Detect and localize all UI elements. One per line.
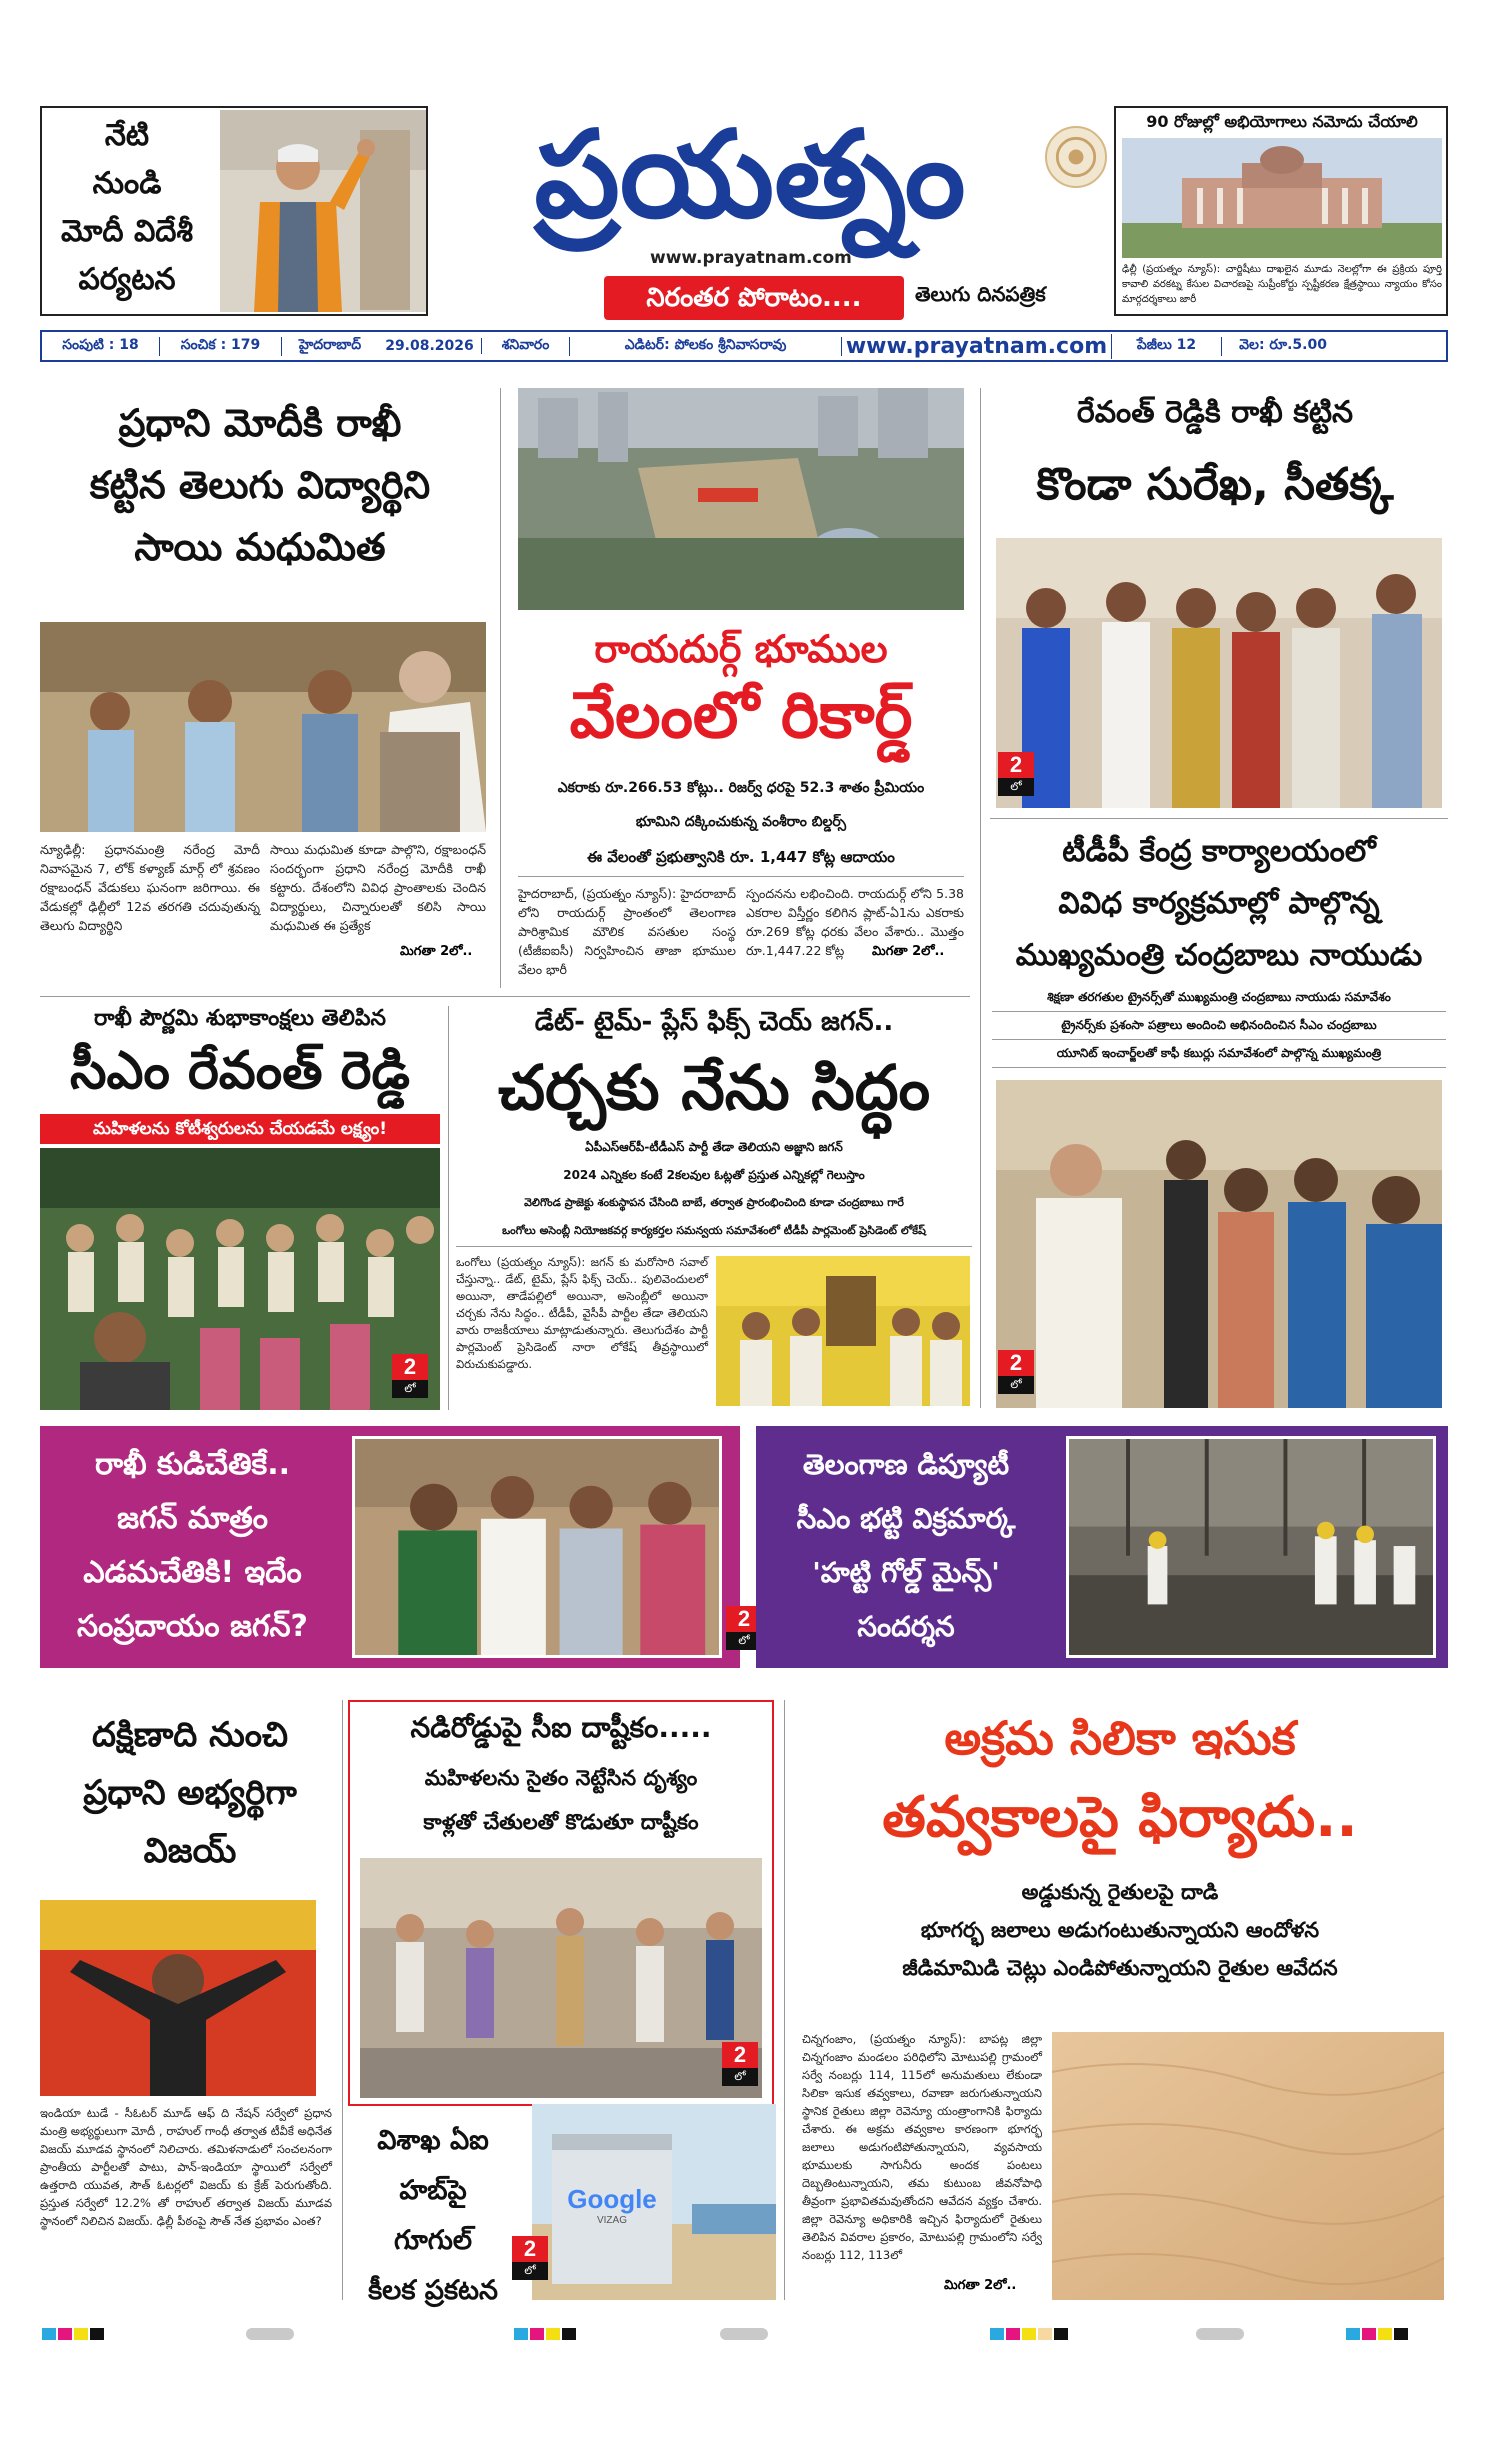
debate-sub2: 2024 ఎన్నికల కంటే 2కలవుల ఓట్లతో ప్రస్తుత ఎన్నికల్లో గెలుస్తాం [563, 1168, 865, 1182]
logo-text: ప్రయత్నం [534, 106, 966, 245]
rayadurg-headline: వేలంలో రికార్డ్ [569, 679, 913, 753]
silica-more[interactable]: మిగతా 2లో.. [944, 2278, 1017, 2293]
registration-marks [990, 2328, 1068, 2340]
emblem-icon [1045, 126, 1107, 188]
registration-marks [1346, 2328, 1408, 2340]
masthead-website[interactable]: www.prayatnam.com [650, 248, 852, 268]
rayadurg-col1: హైదరాబాద్, (ప్రయత్నం న్యూస్): హైదరాబాద్ లోని రాయదుర్గ్ ప్రాంతంలో తెలంగాణ పారిశ్రామిక మౌలిక వసతుల సంస్థ (టీజీఐఐసీ) నిర్వహించిన తాజా భూముల వేలం భారీ [518, 886, 736, 977]
tdp-bullet-3: యూనిట్ ఇంచార్జ్‌లతో కాఫీ కబుర్లు సమావేశంలో పాల్గొన్న ముఖ్యమంత్రి [992, 1046, 1446, 1068]
date: 29.08.2026 [378, 338, 482, 354]
google-vizag-photo [532, 2104, 776, 2300]
debate-sub4: ఒంగోలు అసెంబ్లీ నియోజకవర్గ కార్యకర్తల సమన్వయ సమావేశంలో టీడీపీ పార్లమెంట్ ప్రెసిడెంట్ లోకేష్ [502, 1224, 926, 1237]
modi-waving-photo [220, 110, 426, 312]
rayadurg-sub3: ఈ వేలంతో ప్రభుత్వానికి రూ. 1,447 కోట్ల ఆదాయం [587, 848, 895, 866]
divider [784, 1700, 785, 2300]
divider [448, 1006, 449, 1410]
jagan-rakhi-photo [352, 1436, 722, 1658]
divider [980, 388, 981, 1408]
badge-2lo-icon[interactable]: 2 లో [392, 1354, 428, 1398]
cm-revanth-headline: సీఎం రేవంత్ రెడ్డి [70, 1041, 410, 1101]
silica-headline: తవ్వకాలపై ఫిర్యాదు.. [882, 1785, 1358, 1850]
badge-2lo-icon[interactable]: 2 లో [512, 2236, 548, 2280]
debate-sub3: వెలిగొండ ప్రాజెక్టు శంకుస్థాపన చేసింది బాబే, తర్వాత ప్రారంభించింది కూడా చంద్రబాబు గారే [524, 1196, 904, 1209]
google-text: విశాఖ ఏఐ హబ్‌పై గూగుల్ కీలక ప్రకటన [368, 2125, 498, 2306]
info-website[interactable]: www.prayatnam.com [842, 334, 1112, 359]
tdp-bullet-2: ట్రైనర్స్‌కు ప్రశంసా పత్రాలు అందించి అభినందించిన సీఎం చంద్రబాబు [992, 1018, 1446, 1040]
chandrababu-rakhi-photo [996, 1080, 1442, 1408]
divider [518, 876, 964, 877]
google-sign [562, 2184, 662, 2226]
vijay-body: ఇండియా టుడే - సీఓటర్ మూడ్ ఆఫ్ ది నేషన్ సర్వేలో ప్రధాన మంత్రి అభ్యర్థులుగా మోదీ , రాహుల్ గాంధీ తర్వాత టీవీకే అధినేత విజయ్ మూడవ స్థానంలో నిలిచారు. తమిళనాడులో సంచలనంగా ప్రాంతీయ పార్టీలతో పాటు, పాన్-ఇండియా స్థాయిలో సర్వేలో ఉత్తరాది యువత, సౌత్ ఓటర్లలో విజయ్ కు క్రేజ్ పెరుగుతోంది. ప్రస్తుత సర్వేలో 12.2% తో రాహుల్ తర్వాత విజయ్ మూడవ స్థానంలో నిలిచిన విజయ్. ఢిల్లీ పీఠంపై సౌత్ నేత ప్రభావం ఎంత? [40, 2106, 332, 2228]
modi-students-photo [40, 622, 486, 832]
badge-2lo-icon[interactable]: 2 లో [998, 1350, 1034, 1394]
badge-2lo-icon[interactable]: 2 లో [722, 2042, 758, 2086]
revanth-rakhi-headline: కొండా సురేఖ, సీతక్క [1036, 459, 1394, 510]
silica-sub1: అడ్డుకున్న రైతులపై దాడి [1021, 1880, 1219, 1904]
sand-photo [1052, 2032, 1444, 2300]
ci-assault-photo [360, 1858, 762, 2098]
rayadurg-more[interactable]: మిగతా 2లో.. [872, 944, 945, 959]
revanth-family-photo [996, 538, 1442, 808]
rayadurg-col2: స్పందనను లభించింది. రాయదుర్గ్ లోని 5.38 ఎకరాల విస్తీర్ణం కలిగిన ప్లాట్-ఏ1ను ఎకరాకు రూ.269 కోట్ల ధరకు వేలం వేశారు.. మొత్తం రూ.1,447.22 కోట్ల [746, 886, 964, 958]
rayadurg-kicker: రాయదుర్గ్ భూముల [594, 627, 888, 671]
modi-rakhi-col2: సాయి మధుమిత కూడా పాల్గొని, రక్షాబంధన్ సందర్భంగా ప్రధాని నరేంద్ర మోదీకి రాఖీ కట్టారు. దేశంలోని వివిధ ప్రాంతాలకు చెందిన విద్యార్థులు, చిన్నారులతో కలిసి సాయి మధుమిత ఈ ప్రత్యేక [270, 842, 486, 933]
vijay-photo [40, 1900, 316, 2096]
badge-2lo-icon[interactable]: 2 లో [726, 1606, 762, 1650]
left-ear-box [40, 106, 428, 316]
left-ear-text: నేటి నుండి మోదీ విదేశీ పర్యటన [60, 118, 193, 297]
jagan-rakhi-band [40, 1426, 751, 1668]
silica-body: చిన్నగంజాం, (ప్రయత్నం న్యూస్): బాపట్ల జిల్లా చిన్నగంజాం మండలం పరిధిలోని మోటుపల్లి గ్రామంలో సర్వే నంబర్లు 114, 115లో అనుమతులు లేకుండా సిలికా ఇసుక తవ్వకాలు, రవాణా జరుగుతున్నాయని స్థానిక రైతులు జిల్లా రెవెన్యూ యంత్రాంగానికి ఫిర్యాదు చేశారు. ఈ అక్రమ తవ్వకాల కారణంగా భూగర్భ జలాలు అడుగంటిపోతున్నాయని, వ్యవసాయ భూములకు సాగునీరు అందక పంటలు దెబ్బతింటున్నాయని, తమ కుటుంబ జీవనోపాధి తీవ్రంగా ప్రభావితమవుతోందని ఆవేదన వ్యక్తం చేశారు. జిల్లా రెవెన్యూ అధికారికి ఇచ్చిన ఫిర్యాదులో రైతులు తెలిపిన వివరాల ప్రకారం, మోటుపల్లి గ్రామంలోని సర్వే నంబర్లు 112, 113లో [802, 2032, 1042, 2262]
pages: పేజీలు 12 [1112, 337, 1222, 356]
revanth-rakhi-kicker: రేవంత్ రెడ్డికి రాఖీ కట్టిన [1076, 395, 1354, 430]
divider [500, 388, 501, 988]
tdp-headline: టీడీపీ కేంద్ర కార్యాలయంలో వివిధ కార్యక్రమాల్లో పాల్గొన్న ముఖ్యమంత్రి చంద్రబాబు నాయుడు [1015, 834, 1423, 973]
right-ear-box [1114, 106, 1448, 316]
divider [990, 818, 1448, 819]
right-ear-headline: 90 రోజుల్లో అభియోగాలు నమోదు చేయాలి [1146, 112, 1418, 131]
nadiroad-sub1: మహిళలను సైతం నెట్టేసిన దృశ్యం [424, 1766, 698, 1790]
jagan-rakhi-text: రాఖీ కుడిచేతికే.. జగన్ మాత్రం ఎడమచేతికి! ఇదేం సంప్రదాయం జగన్? [77, 1447, 308, 1644]
tdp-bullet-1: శిక్షణా తరగతుల ట్రైనర్స్‌తో ముఖ్యమంత్రి చంద్రబాబు నాయుడు సమావేశం [992, 990, 1446, 1012]
paper-type: తెలుగు దినపత్రిక [915, 282, 1046, 306]
silica-sub2: భూగర్భ జలాలు అడుగంటుతున్నాయని ఆందోళన [920, 1918, 1320, 1942]
day: శనివారం [482, 337, 570, 356]
price: వెల: రూ.5.00 [1239, 336, 1327, 353]
divider [40, 996, 970, 997]
info-bar [40, 330, 1448, 362]
gold-mines-photo [1066, 1436, 1436, 1658]
modi-rakhi-more[interactable]: మిగతా 2లో.. [400, 944, 473, 959]
nadiroad-sub2: కాళ్లతో చేతులతో కొడుతూ దాష్టీకం [423, 1810, 699, 1834]
silica-sub3: జీడిమామిడి చెట్లు ఎండిపోతున్నాయని రైతుల ఆవేదన [902, 1956, 1338, 1980]
debate-body: ఒంగోలు (ప్రయత్నం న్యూస్): జగన్ కు మరోసారి సవాల్ చేస్తున్నా.. డేట్, టైమ్, ప్లేస్ ఫిక్స్ చెయ్.. పులివెందులలో అయినా, తాడేపల్లిలో అయినా, అసెంబ్లీలో అయినా చర్చకు నేను సిద్ధం.. టీడీపీ, వైసీపీ పార్టీల తేడా తెలియని వారు రాజకీయాలు మాట్లాడుతున్నారు. తెలుగుదేశం పార్టీ పార్లమెంట్ ప్రెసిడెంట్ నారా లోకేష్ తీవ్రస్థాయిలో విరుచుకుపడ్డారు. [456, 1255, 708, 1371]
cm-revanth-kicker: రాఖీ పౌర్ణమి శుభాకాంక్షలు తెలిపిన [93, 1006, 387, 1031]
revanth-women-photo [40, 1148, 440, 1410]
registration-marks [246, 2328, 294, 2340]
vijay-headline: దక్షిణాది నుంచి ప్రధాని అభ్యర్థిగా విజయ్ [83, 1715, 297, 1871]
silica-kicker: అక్రమ సిలికా ఇసుక [944, 1711, 1296, 1765]
nadiroad-box [348, 1700, 774, 2106]
registration-marks [720, 2328, 768, 2340]
google-sign-place: VIZAG [596, 2215, 627, 2226]
nadiroad-headline: నడిరోడ్డుపై సీఐ దాష్టీకం..... [410, 1711, 712, 1744]
cm-revanth-tag: మహిళలను కోటీశ్వరులను చేయడమే లక్ష్యం! [40, 1114, 440, 1144]
rayadurg-sub1: ఎకరాకు రూ.266.53 కోట్లు.. రిజర్వ్ ధరపై 52.3 శాతం ప్రీమియం [557, 780, 925, 796]
modi-rakhi-headline: ప్రధాని మోదీకి రాఖీ కట్టిన తెలుగు విద్యార్థిని సాయి మధుమిత [89, 401, 431, 569]
issue: సంచిక : 179 [160, 337, 282, 356]
editor: ఎడిటర్: పోలకం శ్రీనివాసరావు [570, 337, 842, 356]
registration-marks [1196, 2328, 1244, 2340]
debate-sub1: ఏపీఎస్ఆర్‌పీ-టీడీఎస్ పార్టీ తేడా తెలియని అజ్ఞాని జగన్ [585, 1140, 843, 1154]
bhatti-text: తెలంగాణ డిప్యూటీ సీఎం భట్టి విక్రమార్క 'హట్టి గోల్డ్ మైన్స్' సందర్శన [796, 1448, 1016, 1643]
modi-rakhi-col1: న్యూఢిల్లీ: ప్రధానమంత్రి నరేంద్ర మోదీ నివాసమైన 7, లోక్ కళ్యాణ్ మార్గ్ లో శ్రవణం రక్షాబంధన్ వేడుకలు ఘనంగా జరిగాయి. ఈ వేడుకల్లో ఢిల్లీలో 12వ తరగతి చదువుతున్న తెలుగు విద్యార్థిని [40, 842, 260, 933]
slogan-text: నిరంతర పోరాటం.... [646, 283, 862, 313]
volume: సంపుటి : 18 [42, 337, 160, 356]
supreme-court-photo [1122, 138, 1442, 258]
divider [456, 1246, 972, 1247]
debate-headline: చర్చకు నేను సిద్ధం [497, 1051, 931, 1124]
city: హైదరాబాద్ [298, 336, 362, 353]
bhatti-band [756, 1426, 1448, 1668]
rayadurg-aerial-photo [518, 388, 964, 610]
lokesh-meeting-photo [716, 1256, 970, 1406]
registration-marks [42, 2328, 104, 2340]
debate-kicker: డేట్- టైమ్- ప్లేస్ ఫిక్స్ చెయ్ జగన్.. [534, 1007, 894, 1037]
badge-2lo-icon[interactable]: 2 లో [998, 752, 1034, 796]
rayadurg-sub2: భూమిని దక్కించుకున్న వంశీరాం బిల్డర్స్ [635, 814, 847, 830]
right-ear-body: ఢిల్లీ (ప్రయత్నం న్యూస్): చార్జిషీటు దాఖలైన మూడు నెలల్లోగా ఈ ప్రక్రియ పూర్తి కావాలి వరకట్న కేసుల విచారణపై సుప్రీంకోర్టు స్పష్టీకరణ క్షేత్రస్థాయి న్యాయం కోసం మార్గదర్శకాలు జారీ [1122, 264, 1442, 305]
divider [342, 1700, 343, 2300]
registration-marks [514, 2328, 576, 2340]
slogan-banner [604, 276, 904, 320]
google-sign-brand: Google [567, 2184, 657, 2214]
